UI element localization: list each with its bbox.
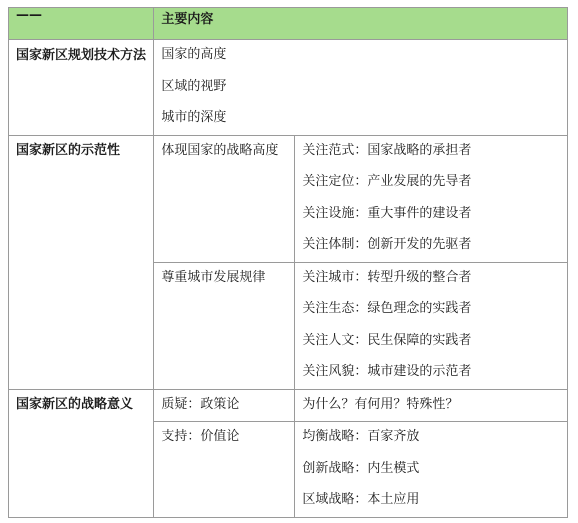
list-item: 关注体制：创新开发的先驱者 xyxy=(302,237,472,252)
list-item: 关注风貌：城市建设的示范者 xyxy=(302,364,472,379)
group-label-cell xyxy=(154,262,295,389)
group-items-cell xyxy=(295,389,568,422)
list-item: 国家的高度 xyxy=(161,47,227,62)
row-title-cell xyxy=(9,40,154,136)
row-title: 国家新区的示范性 xyxy=(16,142,121,158)
group-items-cell xyxy=(295,422,568,518)
group-label: 尊重城市发展规律 xyxy=(161,269,266,285)
table-row xyxy=(9,40,568,136)
list-item: 关注生态：绿色理念的实践者 xyxy=(302,301,472,316)
row-title-cell xyxy=(9,389,154,517)
list-item: 区域战略：本土应用 xyxy=(302,492,420,507)
table-row xyxy=(9,135,568,262)
list-item: 创新战略：内生模式 xyxy=(302,460,420,476)
group-label-cell xyxy=(154,422,295,518)
content-table xyxy=(8,7,568,518)
group-items-cell xyxy=(295,135,568,262)
table-header-row xyxy=(9,8,568,40)
row-content-cell xyxy=(154,40,568,136)
row-title: 国家新区规划技术方法 xyxy=(16,48,147,63)
table-row xyxy=(9,389,568,422)
list-item: 城市的深度 xyxy=(161,110,227,125)
row-title: 国家新区的战略意义 xyxy=(16,396,134,412)
header-cell-dash: —— xyxy=(9,8,154,40)
list-item: 关注设施：重大事件的建设者 xyxy=(302,205,472,221)
list-item: 为什么？有何用？特殊性？ xyxy=(302,396,459,412)
group-label-cell xyxy=(154,135,295,262)
group-label: 体现国家的战略高度 xyxy=(161,142,279,158)
list-item: 关注定位：产业发展的先导者 xyxy=(302,174,472,189)
group-label: 质疑：政策论 xyxy=(161,396,240,412)
list-item: 关注城市：转型升级的整合者 xyxy=(302,269,472,285)
group-label: 支持：价值论 xyxy=(161,429,240,444)
list-item: 关注人文：民生保障的实践者 xyxy=(302,332,472,348)
group-items-cell xyxy=(295,262,568,389)
list-item: 区域的视野 xyxy=(161,78,227,94)
header-cell-main-content: 主要内容 xyxy=(154,8,568,40)
row-title-cell xyxy=(9,135,154,389)
list-item: 关注范式：国家战略的承担者 xyxy=(302,142,472,158)
group-label-cell xyxy=(154,389,295,422)
list-item: 均衡战略：百家齐放 xyxy=(302,429,420,444)
